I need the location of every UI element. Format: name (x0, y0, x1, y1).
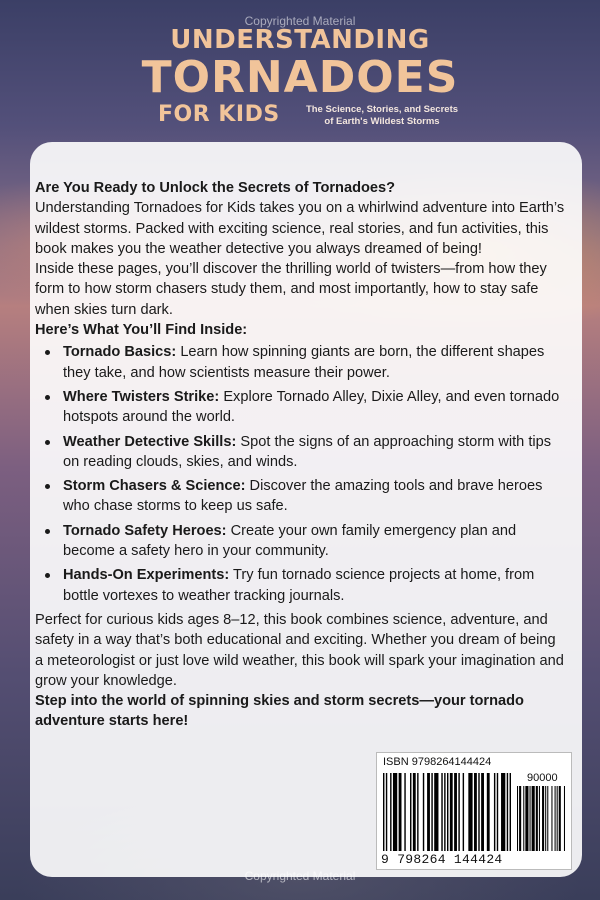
subtitle (292, 104, 472, 128)
list-item (35, 387, 565, 428)
barcode-addon-bars (517, 786, 567, 853)
list-item-term: Where Twisters Strike: (63, 388, 220, 405)
list-item-text: Learn how spinning giants are born, the different shapes they take, and how scientists measure their power. (63, 344, 545, 381)
list-item-term: Tornado Basics: (63, 344, 177, 361)
list-item (35, 476, 565, 517)
list-item-text: Spot the signs of an approaching storm with tips on reading clouds, skies, and winds. (63, 433, 552, 470)
blurb-text (35, 178, 565, 732)
watermark-top: Copyrighted Material (244, 14, 356, 28)
list-item (35, 565, 565, 606)
list-item-term: Weather Detective Skills: (63, 433, 237, 450)
isbn-digits: 9 798264 144424 (381, 852, 503, 867)
barcode-bars (383, 773, 513, 853)
list-item-text: Try fun tornado science projects at home, from bottle vortexes to weather tracking journals. (63, 567, 535, 604)
blurb-closing: Step into the world of spinning skies and storm secrets—your tornado adventure starts here! (35, 693, 524, 730)
isbn-label: ISBN 9798264144424 (383, 756, 492, 768)
list-item-text: Explore Tornado Alley, Dixie Alley, and even tornado hotspots around the world. (63, 388, 560, 426)
watermark-bottom: Copyrighted Material (244, 869, 356, 883)
blurb-intro-2: Inside these pages, you’ll discover the thrilling world of twisters—from how they form to how storm chasers study them, and most importantly, how to stay safe when skies turn dark. (35, 261, 547, 318)
list-item-text: Discover the amazing tools and brave heroes who chase storms to keep us safe. (63, 478, 543, 515)
subtitle-line-2: of Earth's Wildest Storms (324, 116, 440, 127)
title-line-2: TORNADOES (141, 52, 459, 103)
subtitle-line-1: The Science, Stories, and Secrets (305, 104, 459, 115)
list-item (35, 342, 565, 383)
blurb-heading: Are You Ready to Unlock the Secrets of Tornadoes? (35, 180, 396, 196)
list-item (35, 432, 565, 473)
list-item (35, 521, 565, 562)
title-line-3: FOR KIDS (158, 102, 280, 127)
list-item-term: Storm Chasers & Science: (63, 478, 246, 495)
list-item-term: Tornado Safety Heroes: (63, 522, 227, 539)
isbn-barcode (376, 752, 572, 870)
feature-list (35, 342, 565, 606)
list-heading: Here’s What You’ll Find Inside: (35, 322, 248, 339)
blurb-intro-1: Understanding Tornadoes for Kids takes you on a whirlwind adventure into Earth’s wildest storms. Packed with exciting science, real stories, and fun activities, this book makes you the weather detective you always dreamed of being! (35, 200, 565, 257)
list-item-text: Create your own family emergency plan and become a safety hero in your community. (63, 522, 517, 560)
title-line-1: UNDERSTANDING (170, 25, 430, 55)
blurb-outro: Perfect for curious kids ages 8–12, this book combines science, adventure, and safety in a way that’s both educational and exciting. Whether you dream of being a meteorologist or just love wild weather, this book will spark your imagination and grow your knowledge. (35, 611, 564, 689)
price-code: 90000 (527, 772, 558, 784)
list-item-term: Hands-On Experiments: (63, 567, 230, 584)
